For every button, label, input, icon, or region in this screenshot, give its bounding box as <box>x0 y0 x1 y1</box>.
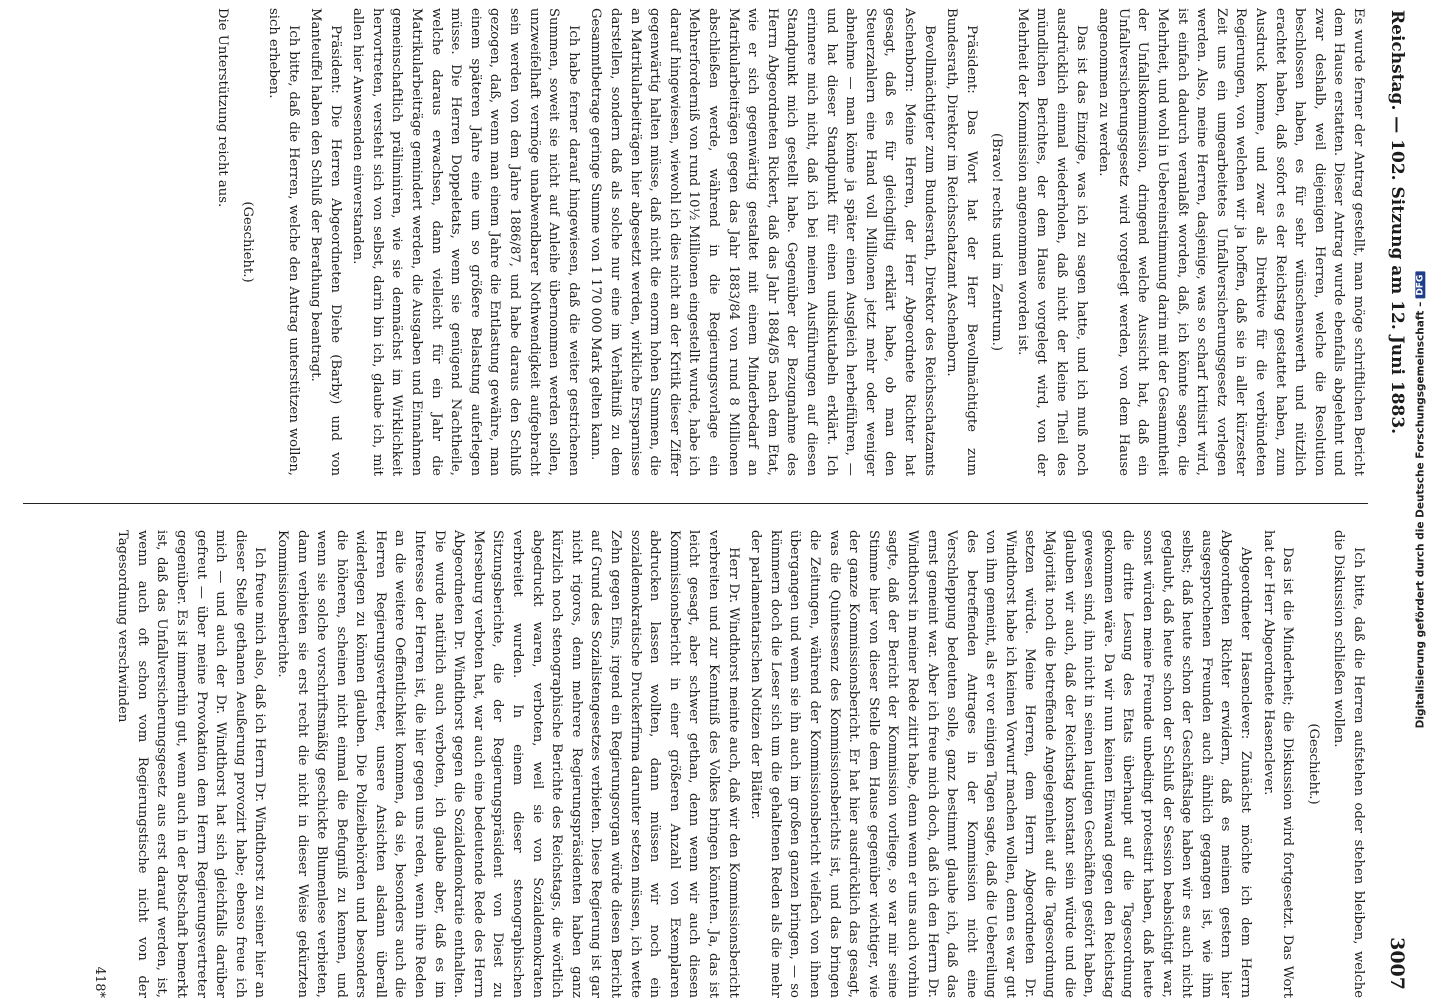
running-head: Reichstag. — 102. Sitzung am 12. Juni 1883. <box>1387 10 1407 435</box>
paragraph: Es wurde ferner der Antrag gestellt, man möge schriftlichen Bericht dem Hause erstatten. Dieser Antrag wurde ebenfalls abgelehnt und zwar deshalb, weil diejenigen Herren, welche die Resolution beschlossen haben, es für sehr wünschenswerth und nützlich erachtet haben, daß sofort es der Reichstag gestattet haben, zum Ausdruck komme, und zwar als Direktive für die verbündeten Regierungen, von welchen wir ja hoffen, daß sie in aller kürzester Zeit uns ein umgearbeitetes Unfallversicherungsgesetz vorlegen werden. Also, meine Herren, dasjenige, was so scharf kritisirt wird, ist einfach dadurch veranlaßt worden, daß, ich könnte sagen, die Mehrheit, und wohl in Uebereinstimmung darin mit der Gesammtheit der Unfallskommission, dringend welche Aussicht hat, daß ein Unfallversicherungsgesetz wird vorgelegt werden, von dem Hause angenommen zu werden. <box>1096 8 1366 476</box>
dfg-logo: DFG <box>1415 272 1425 299</box>
paragraph: Herr Dr. Windthorst meinte auch, daß wir den Kommissionsbericht verbreiten und zur Kenntniß des Volkes bringen könnten. Ja, das ist leicht gesagt, aber schwer gethan, denn wenn wir auch diesen Kommissionsbericht in einer größeren Anzahl von Exemplaren abdrucken lassen wollten, dann müssen wir noch ein sozialdemokratische Druckerfirma darunter setzen müssen, ich wette Zehn gegen Eins, irgend ein Regierungsorgan würde diesen Bericht auf Grund des Sozialistengesetzes verbieten. Diese Regierung ist gar nicht rigoros, denn mehrere Regierungspräsidenten haben ganz kürzlich noch stenographische Berichte des Reichstags, die wörtlich abgedruckt waren, verboten, weil sie von Sozialdemokraten verbreitet wurden. In einem dieser stenographischen Sitzungsberichte, die der Regierungspräsident von Diest zu Merseburg verboten hat, war auch eine bedeutende Rede des Herrn Abgeordneten Dr. Windthorst gegen die Sozialdemokratie enthalten. Die wurde natürlich auch verboten, ich glaube aber, daß es im Interesse der Herren ist, die hier gegen uns reden, wenn ihre Reden an die weitere Oeffentlichkeit kommen, da sie, besonders auch die Herren Regierungsvertreter, unsere Ansichten alsdann überall widerlegen zu können glauben. Die Polizeibehörden und besonders die höheren, scheinen nicht einmal die Befugniß zu kennen, und wenn sie solche vorschriftsmäßig geschickte Blumenlese verbieten, dann verbieten sie erst recht die nicht in dieser Weise gekürzten Kommissionsberichte. <box>274 530 741 998</box>
paragraph: Die Unterstützung reicht aus. <box>214 8 230 208</box>
paragraph: Ich freue mich also, daß ich Herrn Dr. Windthorst zu seiner hier an dieser Stelle gethanen Aeußerung provozirt habe; ebenso freue ich mich — und auch der Dr. Windthorst hat sich gleichfalls darüber gefreut — über meine Provokation dem Herrn Regierungsvertreter gegenüber. Es ist immerhin gut, wenn auch in der Botschaft bemerkt ist, daß das Unfallversicherungsgesetz aus erst darauf werden, ist, wenn auch oft schon vom Regierungstische nicht von der Tagesordnung verschwinden <box>115 530 268 998</box>
paragraph: Ich habe ferner darauf hingewiesen, daß die weiter gestrichenen Summen, soweit sie nicht auf Anleihe übernommen werden sollen, unzweifelhaft vermöge unabwendbarer Nothwendigkeit aufgebracht sein werden von dem Jahre 1886/87, und habe daraus den Schluß gezogen, daß, wenn man einem Jahre die Entlastung gewähre, man einem späteren Jahre eine um so größere Belastung auferlegen müsse. Die Herren Doppeletats, wenn sie genügend Nachtheile, welche daraus erwachsen, dann vielleicht für ein Jahr die Matrikularbeiträge gemindert werden, die Ausgaben und Einnahmen gemeinschaftlich präliminiren, wie sie demnächst im Wirklichkeit hervortreten, versteht sich von selbst, darin bin ich, glaube ich, mit allen hier Anwesenden einverstanden. <box>350 8 581 476</box>
interjection: (Bravo! rechts und im Zentrum.) <box>989 132 1005 352</box>
right-column <box>23 530 1368 998</box>
interjection: (Geschieht.) <box>1305 723 1321 805</box>
paragraph: Abgeordneter Hasenclever: Zunächst möchte ich dem Herrn Abgeordneten Richter erwidern, daß es meinen gestern hier ausgesprochenen Freunden auch ähnlich gegangen ist, wie ihm selbst; daß heute schon der Geschäftslage haben wir es auch nicht geglaubt, daß heute schon der Schluß der Session beabsichtigt war, sonst würden meine Freunde unbedingt protestirt haben, daß heute die dritte Lesung des Etats überhaupt auf die Tagesordnung gekommen wäre. Da wir nun keinen Einwand gegen den Reichstag gewesen sind, ihn nicht in seinen lautigen Geschäften gestört haben, glauben wir auch, daß der Reichstag konstant sein würde und die Majorität noch die betreffende Angelegenheit auf die Tagesordnung setzen würde. Meine Herren, dem Herrn Abgeordneten Dr. Windthorst habe ich keinen Vorwurf machen wollen, denn es war gut von ihm gemeint, als er vor einigen Tagen sagte, daß die Uebereilung des betreffenden Antrages in der Kommission nicht eine Verschleppung bedeuten solle, ganz bestimmt glaube ich, daß das ernst gemeint war. Aber ich freue mich doch, daß ich den Herrn Dr. Windthorst in meiner Rede zitirt habe, denn wenn er uns auch vorhin sagte, daß der Bericht der Kommission vorliege, so war mir seine Stimme hier von dieser Stelle dem Hause gegenüber wichtiger, wie der ganze Kommissionsbericht. Er hat hier ausdrücklich das gesagt, was die Quintessenz des Kommissionsberichts ist, und das bringen die Zeitungen, während der Kommissionsbericht vielfach von ihnen übergangen und wenn sie ihn auch im großen ganzen bringen, — so kümmern doch die Leser sich um die gehaltenen Reden als die mehr der parlamentarischen Notizen der Blätter. <box>748 530 1254 998</box>
paragraph: Präsident: Die Herren Abgeordneten Diehe (Barby) und von Manteuffel haben den Schluß der Berathung beantragt. <box>308 8 343 476</box>
paragraph: Präsident: Das Wort hat der Herr Bevollmächtigte zum Bundesrath, Direktor im Reichsschatzamt Aschenborn. <box>944 8 979 476</box>
interjection: (Geschieht.) <box>240 201 256 283</box>
left-column <box>23 8 1368 476</box>
paragraph: Ich bitte, daß die Herren aufstehen oder stehen bleiben, welche die Diskussion schließen wollen. <box>1331 530 1366 998</box>
paragraph: Das ist das Einzige, was ich zu sagen hatte, und ich muß noch ausdrücklich einmal wiederholen, daß nicht der kleine Theil des mündlichen Berichtes, der dem Hause vorgelegt wird, von der Mehrheit der Kommission angenommen worden ist. <box>1014 8 1089 476</box>
sheet-signature: 418* <box>91 966 107 998</box>
column-divider <box>23 503 1368 504</box>
page-number: 3007 <box>1386 937 1408 990</box>
paragraph: Bevollmächtigter zum Bundesrath, Direktor des Reichsschatzamts Aschenborn: Meine Herren, der Herr Abgeordnete Richter hat gesagt, daß es für gleichgiltig erklärt habe, ob man den Steuerzahlern eine Hand voll Millionen jetzt mehr oder weniger abnehme — man könne ja später einen Ausgleich herbeiführen, — und hat dieser Standpunkt für einen undiskutabeln erklärt. Ich erinnere mich nicht, daß ich bei meinen Ausführungen auf diesen Standpunkt mich gestellt habe. Gegenüber der Bezugnahme des Herrn Abgeordneten Rickert, daß das Jahr 1884/85 nach dem Etat, wie er sich gegenwärtig gestaltet mit einem Minderbedarf an Matrikularbeiträgen gegen das Jahr 1883/84 von rund 8 Millionen abschließen werde, während in die Regierungsvorlage ein Mehrerforderniß von rund 10½ Millionen eingestellt wurde, habe ich darauf hingewiesen, wiewohl ich dies nicht an der Kritik dieser Ziffer gegenwärtig halten müsse, daß nicht die enorm hohen Summen, die an Matrikularbeiträgen hier abgesetzt werden, wirkliche Ersparnisse darstellen, sondern daß als solche nur eine im Verhältniß zu dem Gesammtbetrage geringe Summe von 1 170 000 Mark gelten kann. <box>588 8 937 476</box>
paragraph: Das ist die Minderheit; die Diskussion wird fortgesetzt. Das Wort hat der Herr Abgeordnete Hasenclever. <box>1260 530 1296 998</box>
credit-text: Digitalisierung gefördert durch die Deutsche Forschungsgemeinschaft – <box>1414 301 1426 729</box>
paragraph: Ich bitte, daß die Herren, welche den Antrag unterstützen wollen, sich erheben. <box>265 8 301 476</box>
digitization-credit <box>1408 0 1432 1000</box>
